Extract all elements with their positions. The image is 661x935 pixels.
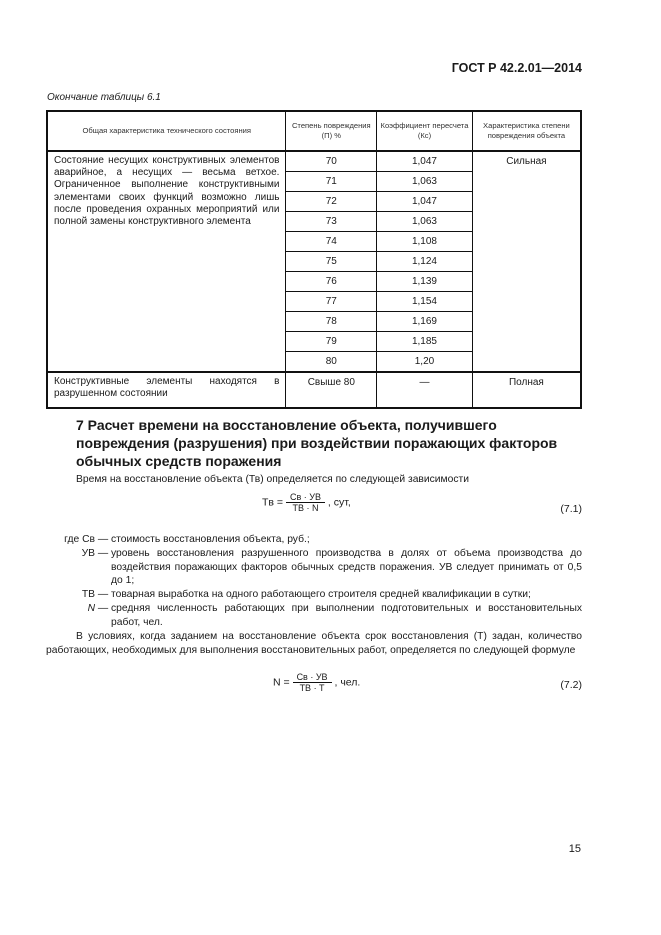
damage-cell: 73: [286, 212, 377, 232]
formula-number: (7.1): [560, 503, 582, 515]
damage-table: [46, 110, 582, 409]
definition-item: ТВ — товарная выработка на одного работающего строителя средней квалификации в сутки;: [81, 589, 531, 601]
coef-cell: 1,108: [377, 232, 473, 252]
section-title: 7 Расчет времени на восстановление объекта, получившего повреждения (разрушения) при воздействии поражающих факторов обычных средств поражения: [76, 417, 558, 469]
coef-cell: 1,063: [377, 172, 473, 192]
paragraph-2: В условиях, когда заданием на восстановление объекта срок восстановления (T) задан, количество работающих, необходимых для выполнения восстановительных работ, определяется по следующей формуле: [46, 630, 582, 656]
formula-7-2: N = $\frac{Cв \cdot УВ}{ТВ \cdot T}$ , чел.: [273, 672, 361, 693]
damage-cell: 71: [286, 172, 377, 192]
table-caption: Окончание таблицы 6.1: [47, 92, 161, 103]
table-row: [47, 151, 581, 172]
group2-description: Конструктивные элементы находятся в разрушенном состоянии: [47, 372, 286, 408]
group1-characteristic: Сильная: [472, 151, 581, 372]
numerator: Cв · УВ: [293, 672, 332, 683]
damage-cell: 74: [286, 232, 377, 252]
coef-cell: 1,139: [377, 272, 473, 292]
page-number: 15: [568, 843, 581, 855]
coef-cell: 1,047: [377, 192, 473, 212]
coef-cell: 1,185: [377, 332, 473, 352]
coef-cell: 1,124: [377, 252, 473, 272]
definition-item: УВ — уровень восстановления разрушенного производства в долях от объема производства до воздействия поражающих факторов обычных средств поражения. УВ следует принимать от 0,5 до 1;: [81, 547, 582, 587]
denominator: ТВ · N: [292, 503, 319, 513]
coef-cell: 1,20: [377, 352, 473, 373]
damage-cell: 75: [286, 252, 377, 272]
definition-item: N — средняя численность работающих при выполнении подготовительных и восстановительных работ, чел.: [87, 602, 582, 628]
coef-cell: 1,154: [377, 292, 473, 312]
damage-cell: 78: [286, 312, 377, 332]
table-header-row: [47, 111, 581, 151]
group1-description: Состояние несущих конструктивных элементов аварийное, а несущих — весьма ветхое. Ограниченное выполнение конструктивными элементами своих функций возможно лишь после проведения охранных мероприятий или полной замены конструктивного элемента: [47, 151, 286, 372]
standard-number: ГОСТ Р 42.2.01—2014: [451, 61, 582, 75]
col-header-characteristic: Характеристика степени повреждения объекта: [472, 111, 581, 151]
damage-cell: 80: [286, 352, 377, 373]
coef-cell: 1,063: [377, 212, 473, 232]
intro-paragraph: Время на восстановление объекта (Тв) определяется по следующей зависимости: [76, 474, 469, 485]
definition-item: где Cв — стоимость восстановления объекта, руб.;: [64, 534, 310, 545]
group2-characteristic: Полная: [472, 372, 581, 408]
col-header-description: Общая характеристика технического состояния: [47, 111, 286, 151]
damage-cell: 76: [286, 272, 377, 292]
col-header-coef: Коэффициент пересчета (Кс): [377, 111, 473, 151]
denominator: ТВ · T: [299, 683, 325, 693]
damage-cell: 72: [286, 192, 377, 212]
formula-number: (7.2): [560, 679, 582, 691]
damage-cell: 77: [286, 292, 377, 312]
damage-cell: 79: [286, 332, 377, 352]
col-header-damage: Степень повреждения (П) %: [286, 111, 377, 151]
coef-cell: —: [377, 372, 473, 408]
damage-cell: Свыше 80: [286, 372, 377, 408]
coef-cell: 1,047: [377, 151, 473, 172]
definitions-list: [46, 533, 582, 658]
damage-cell: 70: [286, 151, 377, 172]
table-row: [47, 372, 581, 408]
formula-7-1: Tв = $\frac{Cв \cdot УВ}{ТВ \cdot N}$ , сут,: [262, 492, 351, 513]
coef-cell: 1,169: [377, 312, 473, 332]
numerator: Cв · УВ: [286, 492, 325, 503]
